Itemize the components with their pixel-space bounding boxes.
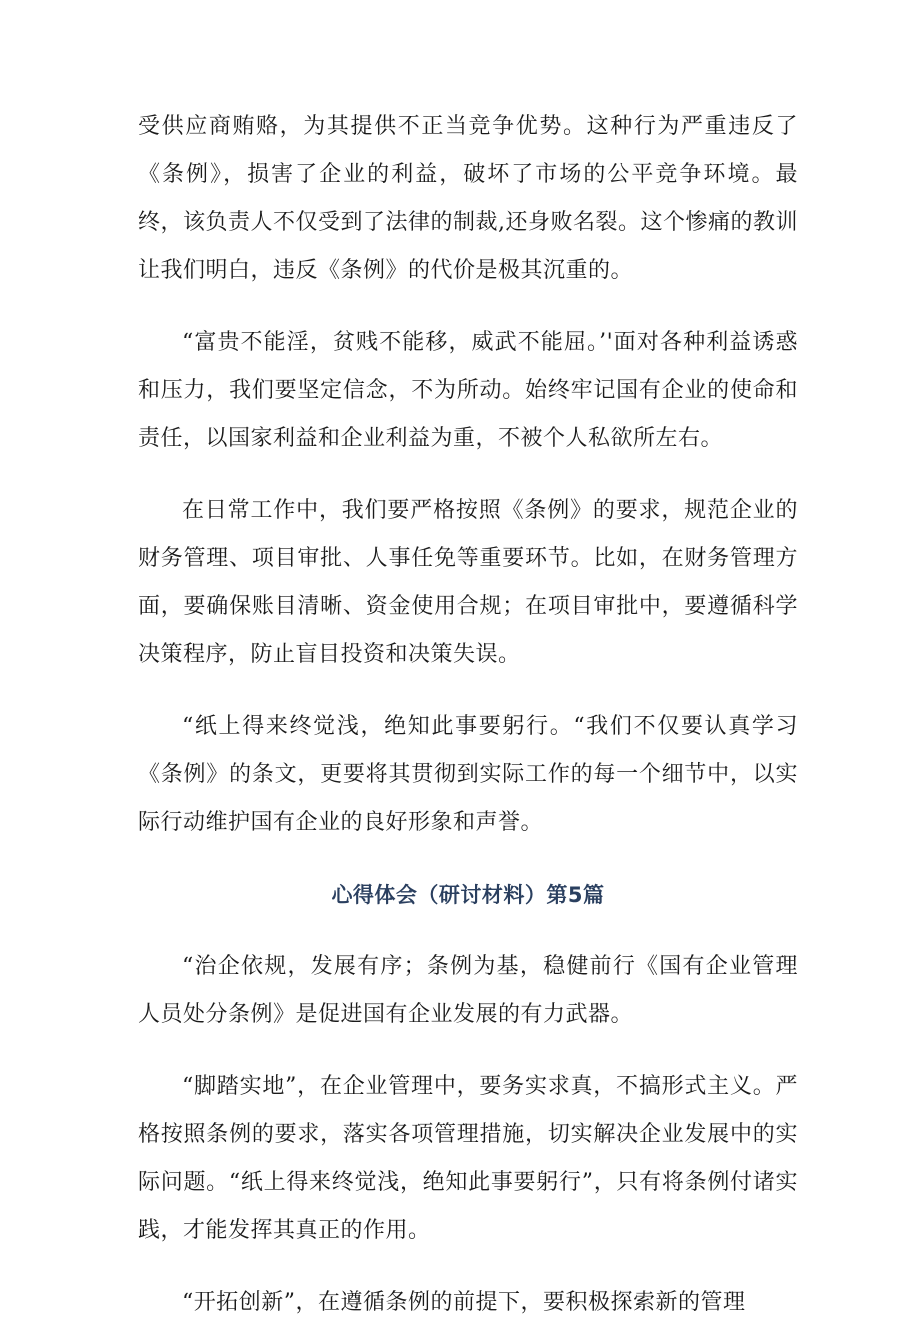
document-page (138, 103, 798, 1327)
paragraph-gap (138, 847, 798, 871)
paragraph-3: 在日常工作中，我们要严格按照《条例》的要求，规范企业的财务管理、项目审批、人事任免等重要环节。比如，在财务管理方面，要确保账目清晰、资金使用合规；在项目审批中，要遵循科学决策程序，防止盲目投资和决策失误。 (138, 498, 798, 667)
paragraph-5: “治企依规，发展有序；条例为基，稳健前行《国有企业管理人员处分条例》是促进国有企业发展的有力武器。 (138, 954, 798, 1027)
paragraph-gap (138, 463, 798, 487)
paragraph-6: “脚踏实地”，在企业管理中，要务实求真，不搞形式主义。严格按照条例的要求，落实各项管理措施，切实解决企业发展中的实际问题。“纸上得来终觉浅，绝知此事要躬行”，只有将条例付诸实践，才能发挥其真正的作用。 (138, 1074, 798, 1243)
paragraph-gap (138, 1039, 798, 1063)
paragraph-1: 受供应商贿赂，为其提供不正当竞争优势。这种行为严重违反了《条例》，损害了企业的利益，破坏了市场的公平竞争环境。最终，该负责人不仅受到了法律的制裁,还身败名裂。这个惨痛的教训让我们明白，违反《条例》的代价是极其沉重的。 (138, 114, 798, 283)
paragraph-7: “开拓创新”，在遵循条例的前提下，要积极探索新的管理 (182, 1290, 746, 1315)
paragraph-gap (138, 679, 798, 703)
paragraph-gap (138, 295, 798, 319)
paragraph-2: “富贵不能淫，贫贱不能移，威武不能屈。’'面对各种利益诱惑和压力，我们要坚定信念，不为所动。始终牢记国有企业的使命和责任，以国家利益和企业利益为重，不被个人私欲所左右。 (138, 330, 798, 451)
paragraph-4: “纸上得来终觉浅，绝知此事要躬行。“我们不仅要认真学习《条例》的条文，更要将其贯彻到实际工作的每一个细节中，以实际行动维护国有企业的良好形象和声誉。 (138, 714, 798, 835)
paragraph-gap (138, 919, 798, 943)
paragraph-gap (138, 1255, 798, 1279)
section-title: 心得体会（研讨材料）第5篇 (331, 883, 605, 907)
